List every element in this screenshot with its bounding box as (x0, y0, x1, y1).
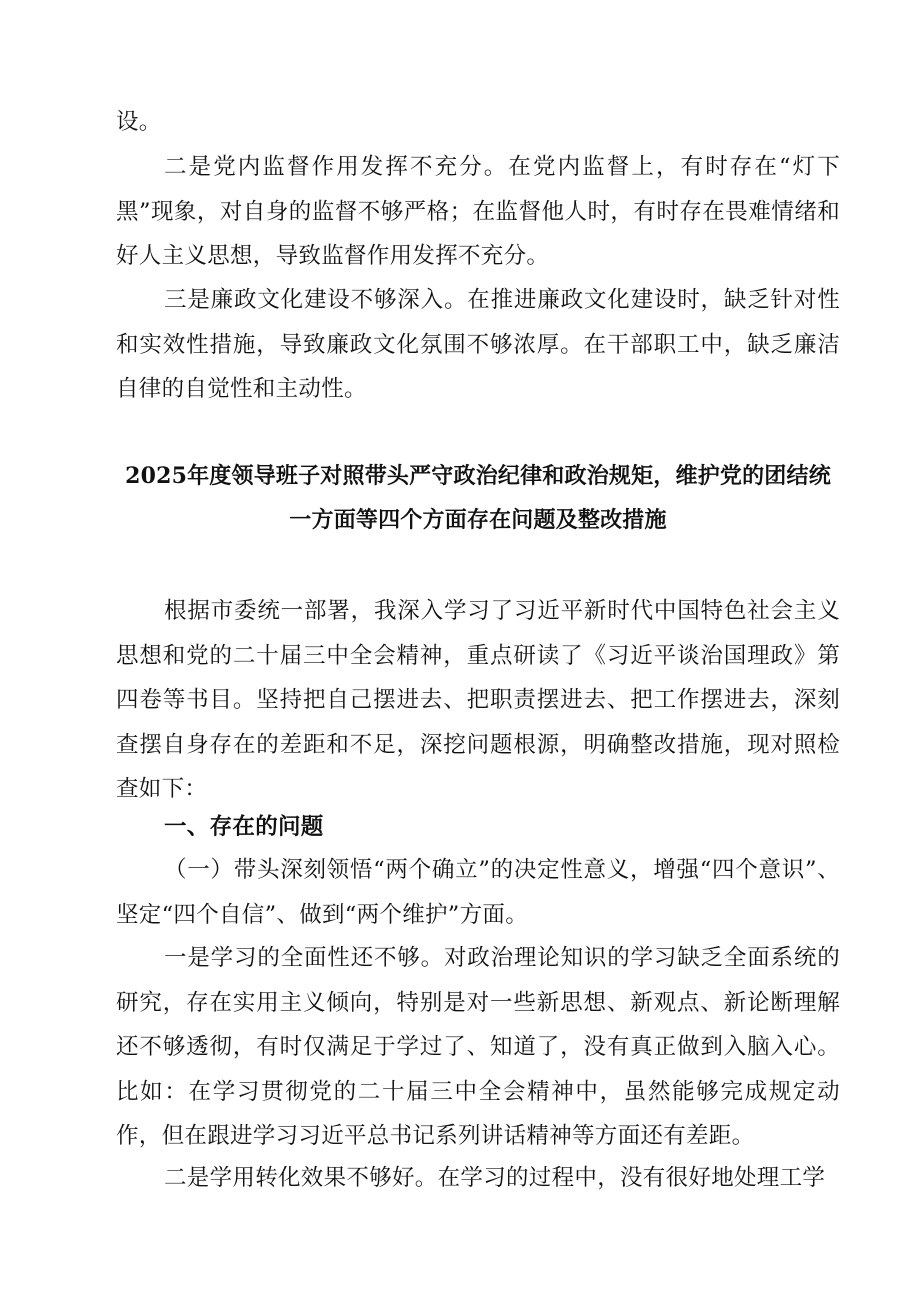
paragraph-continuation: 设。 (116, 109, 162, 135)
paragraph-point-two: 二是学用转化效果不够好。在学习的过程中，没有很好地处理工学 (164, 1165, 826, 1191)
section-heading: 一、存在的问题 (164, 814, 324, 840)
document-title: 2025年度领导班子对照带头严守政治纪律和政治规矩，维护党的团结统一方面等四个方面存在问题及整改措施 (125, 463, 831, 533)
paragraph-supervision: 二是党内监督作用发挥不充分。在党内监督上，有时存在“灯下黑”现象，对自身的监督不够严格；在监督他人时，有时存在畏难情绪和好人主义思想，导致监督作用发挥不充分。 (116, 154, 840, 269)
paragraph-point-one: 一是学习的全面性还不够。对政治理论知识的学习缺乏全面系统的研究，存在实用主义倾向，特别是对一些新思想、新观点、新论断理解还不够透彻，有时仅满足于学过了、知道了，没有真正做到入脑入心。比如：在学习贯彻党的二十届三中全会精神中，虽然能够完成规定动作，但在跟进学习习近平总书记系列讲话精神等方面还有差距。 (116, 945, 840, 1149)
paragraph-integrity-culture: 三是廉政文化建设不够深入。在推进廉政文化建设时，缺乏针对性和实效性措施，导致廉政文化氛围不够浓厚。在干部职工中，缺乏廉洁自律的自觉性和主动性。 (116, 287, 840, 402)
subsection-heading: （一）带头深刻领悟“两个确立”的决定性意义，增强“四个意识”、坚定“四个自信”、做到“两个维护”方面。 (116, 857, 840, 928)
paragraph-intro: 根据市委统一部署，我深入学习了习近平新时代中国特色社会主义思想和党的二十届三中全会精神，重点研读了《习近平谈治国理政》第四卷等书目。坚持把自己摆进去、把职责摆进去、把工作摆进去，深刻查摆自身存在的差距和不足，深挖问题根源，明确整改措施，现对照检查如下： (116, 598, 840, 802)
